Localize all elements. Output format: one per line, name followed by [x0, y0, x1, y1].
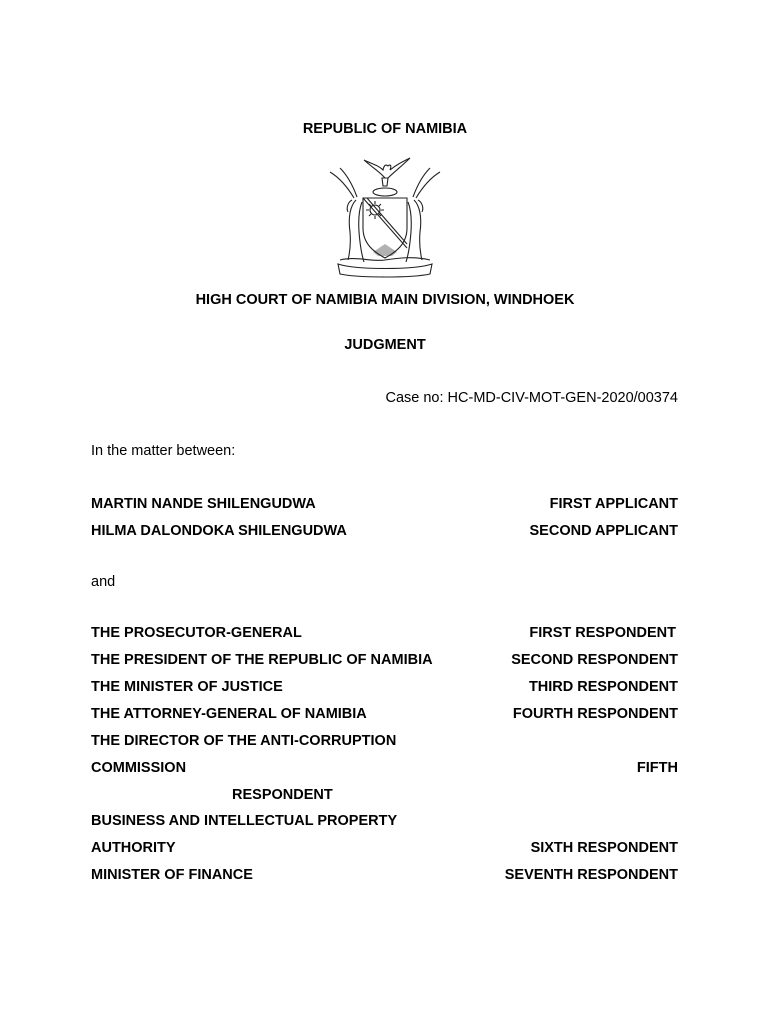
case-number: Case no: HC-MD-CIV-MOT-GEN-2020/00374 — [385, 390, 678, 406]
party-name: BUSINESS AND INTELLECTUAL PROPERTY — [91, 813, 398, 829]
country-heading: REPUBLIC OF NAMIBIA — [302, 121, 468, 137]
party-role: SEVENTH RESPONDENT — [504, 867, 678, 883]
party-role: RESPONDENT — [232, 787, 333, 803]
party-role: FIFTH — [636, 760, 678, 776]
party-name: THE ATTORNEY-GENERAL OF NAMIBIA — [91, 706, 367, 722]
party-role: FOURTH RESPONDENT — [512, 706, 678, 722]
court-heading: HIGH COURT OF NAMIBIA MAIN DIVISION, WINDHOEK — [195, 292, 575, 308]
party-name: AUTHORITY — [91, 840, 176, 856]
party-role: FIRST APPLICANT — [549, 496, 678, 512]
party-name: MINISTER OF FINANCE — [91, 867, 253, 883]
party-name: HILMA DALONDOKA SHILENGUDWA — [91, 523, 347, 539]
party-name: THE DIRECTOR OF THE ANTI-CORRUPTION — [91, 733, 397, 749]
party-name: THE MINISTER OF JUSTICE — [91, 679, 283, 695]
party-role: SECOND RESPONDENT — [511, 652, 678, 668]
party-role: FIRST RESPONDENT — [529, 625, 676, 641]
intro-text: In the matter between: — [91, 443, 236, 459]
coat-of-arms-emblem — [326, 152, 444, 278]
and-text: and — [91, 574, 116, 590]
party-name: MARTIN NANDE SHILENGUDWA — [91, 496, 316, 512]
party-role: SIXTH RESPONDENT — [530, 840, 678, 856]
party-name: THE PRESIDENT OF THE REPUBLIC OF NAMIBIA — [91, 652, 433, 668]
party-role: SECOND APPLICANT — [529, 523, 678, 539]
party-name: THE PROSECUTOR-GENERAL — [91, 625, 302, 641]
judgment-heading: JUDGMENT — [344, 337, 426, 353]
party-role: THIRD RESPONDENT — [528, 679, 678, 695]
party-name: COMMISSION — [91, 760, 187, 776]
